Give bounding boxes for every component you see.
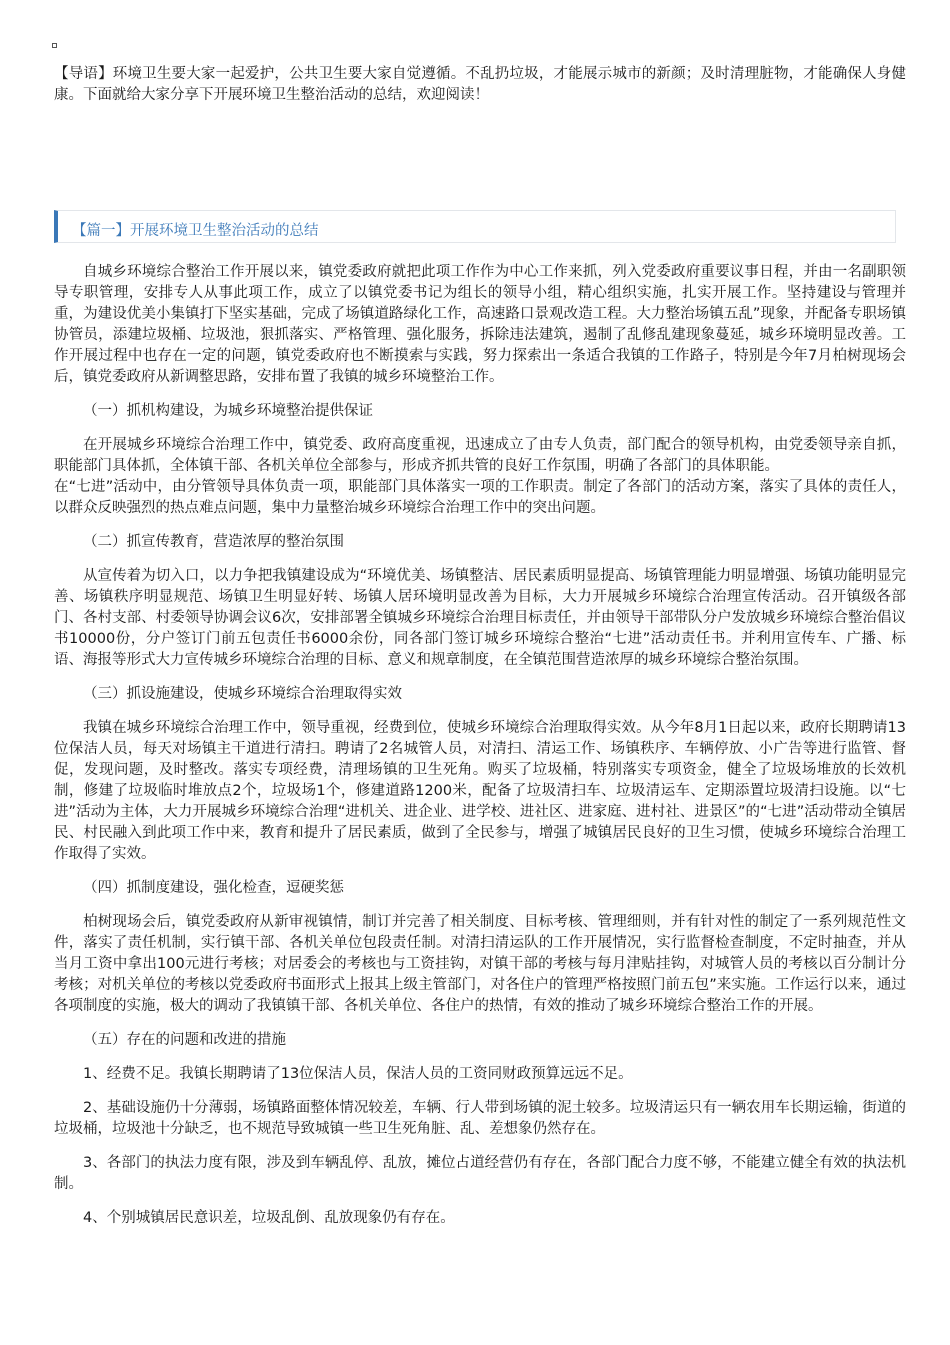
subheading-5: （五）存在的问题和改进的措施 — [83, 1032, 286, 1048]
subheading-3: （三）抓设施建设，使城乡环境综合治理取得实效 — [83, 686, 402, 702]
subheading-2: （二）抓宣传教育，营造浓厚的整治氛围 — [83, 534, 344, 550]
section-title: 【篇一】开展环境卫生整治活动的总结 — [72, 223, 319, 239]
list-item-4: 4、个别城镇居民意识差，垃圾乱倒、乱放现象仍有存在。 — [83, 1210, 455, 1226]
subheading-4: （四）抓制度建设，强化检查，逗硬奖惩 — [83, 880, 344, 896]
paragraph-publicity: 从宣传着为切入口，以力争把我镇建设成为“环境优美、场镇整洁、居民素质明显提高、场镇管理能力明显增强、场镇功能明显完善、场镇秩序明显规范、场镇卫生明显好转、场镇人居环境明显改善为目标，大力开展城乡环境综合治理宣传活动。召开镇级各部门、各村支部、村委领导协调会议6次，安排部署全镇城乡环境综合治理目标责任，并由领导干部带队分户发放城乡环境综合整治倡议书10000份，分户签订门前五包责任书6000余份，同各部门签订城乡环境综合整治“七进”活动责任书。并利用宣传车、广播、标语、海报等形式大力宣传城乡环境综合治理的目标、意义和规章制度，在全镇范围营造浓厚的城乡环境综合整治氛围。 — [54, 568, 906, 668]
paragraph-system: 柏树现场会后，镇党委政府从新审视镇情，制订并完善了相关制度、目标考核、管理细则，并有针对性的制定了一系列规范性文件，落实了责任机制，实行镇干部、各机关单位包段责任制。对清扫清运队的工作开展情况，实行监督检查制度，不定时抽查，并从当月工资中拿出100元进行考核；对居委会的考核也与工资挂钩，对镇干部的考核与每月津贴挂钩，对城管人员的考核以百分制计分考核；对机关单位的考核以党委政府书面形式上报其上级主管部门，对各住户的管理严格按照门前五包”来实施。工作运行以来，通过各项制度的实施，极大的调动了我镇镇干部、各机关单位、各住户的热情，有效的推动了城乡环境综合整治工作的开展。 — [54, 914, 906, 1014]
paragraph-facilities: 我镇在城乡环境综合治理工作中，领导重视，经费到位，使城乡环境综合治理取得实效。从今年8月1日起以来，政府长期聘请13位保洁人员，每天对场镇主干道进行清扫。聘请了2名城管人员，对清扫、清运工作、场镇秩序、车辆停放、小广告等进行监管、督促，发现问题，及时整改。落实专项经费，清理场镇的卫生死角。购买了垃圾桶，特别落实专项资金，健全了垃圾场堆放的长效机制，修建了垃圾临时堆放点2个，垃圾场1个，修建道路1200米，配备了垃圾清扫车、垃圾清运车、定期添置垃圾清扫设施。以“七进”活动为主体，大力开展城乡环境综合治理“进机关、进企业、进学校、进社区、进家庭、进村社、进景区”的“七进”活动带动全镇居民、村民融入到此项工作中来，教育和提升了居民素质，做到了全民参与，增强了城镇居民良好的卫生习惯，使城乡环境综合治理工作取得了实效。 — [54, 720, 906, 862]
list-item-3: 3、各部门的执法力度有限，涉及到车辆乱停、乱放，摊位占道经营仍有存在，各部门配合力度不够，不能建立健全有效的执法机制。 — [54, 1155, 906, 1192]
paragraph-seven-activities: 在“七进”活动中，由分管领导具体负责一项，职能部门具体落实一项的工作职责。制定了各部门的活动方案，落实了具体的责任人，以群众反映强烈的热点难点问题，集中力量整治城乡环境综合治理工作中的突出问题。 — [54, 479, 906, 516]
list-item-1: 1、经费不足。我镇长期聘请了13位保洁人员，保洁人员的工资同财政预算远远不足。 — [83, 1066, 633, 1082]
list-item-2: 2、基础设施仍十分薄弱，场镇路面整体情况较差，车辆、行人带到场镇的泥土较多。垃圾清运只有一辆农用车长期运输，街道的垃圾桶，垃圾池十分缺乏，也不规范导致城镇一些卫生死角脏、乱、差想象仍然存在。 — [54, 1100, 906, 1137]
article-body — [54, 262, 906, 1242]
paragraph-intro-summary: 自城乡环境综合整治工作开展以来，镇党委政府就把此项工作作为中心工作来抓，列入党委政府重要议事日程，并由一名副职领导专职管理，安排专人从事此项工作，成立了以镇党委书记为组长的领导小组，精心组织实施，扎实开展工作。坚持建设与管理并重，为建设优美小集镇打下坚实基础，完成了场镇道路绿化工作，高速路口景观改造工程。大力整治场镇五乱”现象，并配备专职场镇协管员，添建垃圾桶、垃圾池，狠抓落实、严格管理、强化服务，拆除违法建筑，遏制了乱修乱建现象蔓延，城乡环境明显改善。工作开展过程中也存在一定的问题，镇党委政府也不断摸索与实践，努力探索出一条适合我镇的工作路子，特别是今年7月柏树现场会后，镇党委政府从新调整思路，安排布置了我镇的城乡环境整治工作。 — [54, 264, 906, 385]
paragraph-organization: 在开展城乡环境综合治理工作中，镇党委、政府高度重视，迅速成立了由专人负责，部门配合的领导机构，由党委领导亲自抓，职能部门具体抓，全体镇干部、各机关单位全部参与，形成齐抓共管的良好工作氛围，明确了各部门的具体职能。 — [54, 437, 906, 474]
intro-paragraph: 【导语】环境卫生要大家一起爱护，公共卫生要大家自觉遵循。不乱扔垃圾，才能展示城市的新颜；及时清理脏物，才能确保人身健康。下面就给大家分享下开展环境卫生整治活动的总结，欢迎阅读！ — [54, 66, 906, 103]
subheading-1: （一）抓机构建设，为城乡环境整治提供保证 — [83, 403, 373, 419]
section-header — [54, 210, 896, 243]
page-marker-icon — [52, 43, 57, 48]
